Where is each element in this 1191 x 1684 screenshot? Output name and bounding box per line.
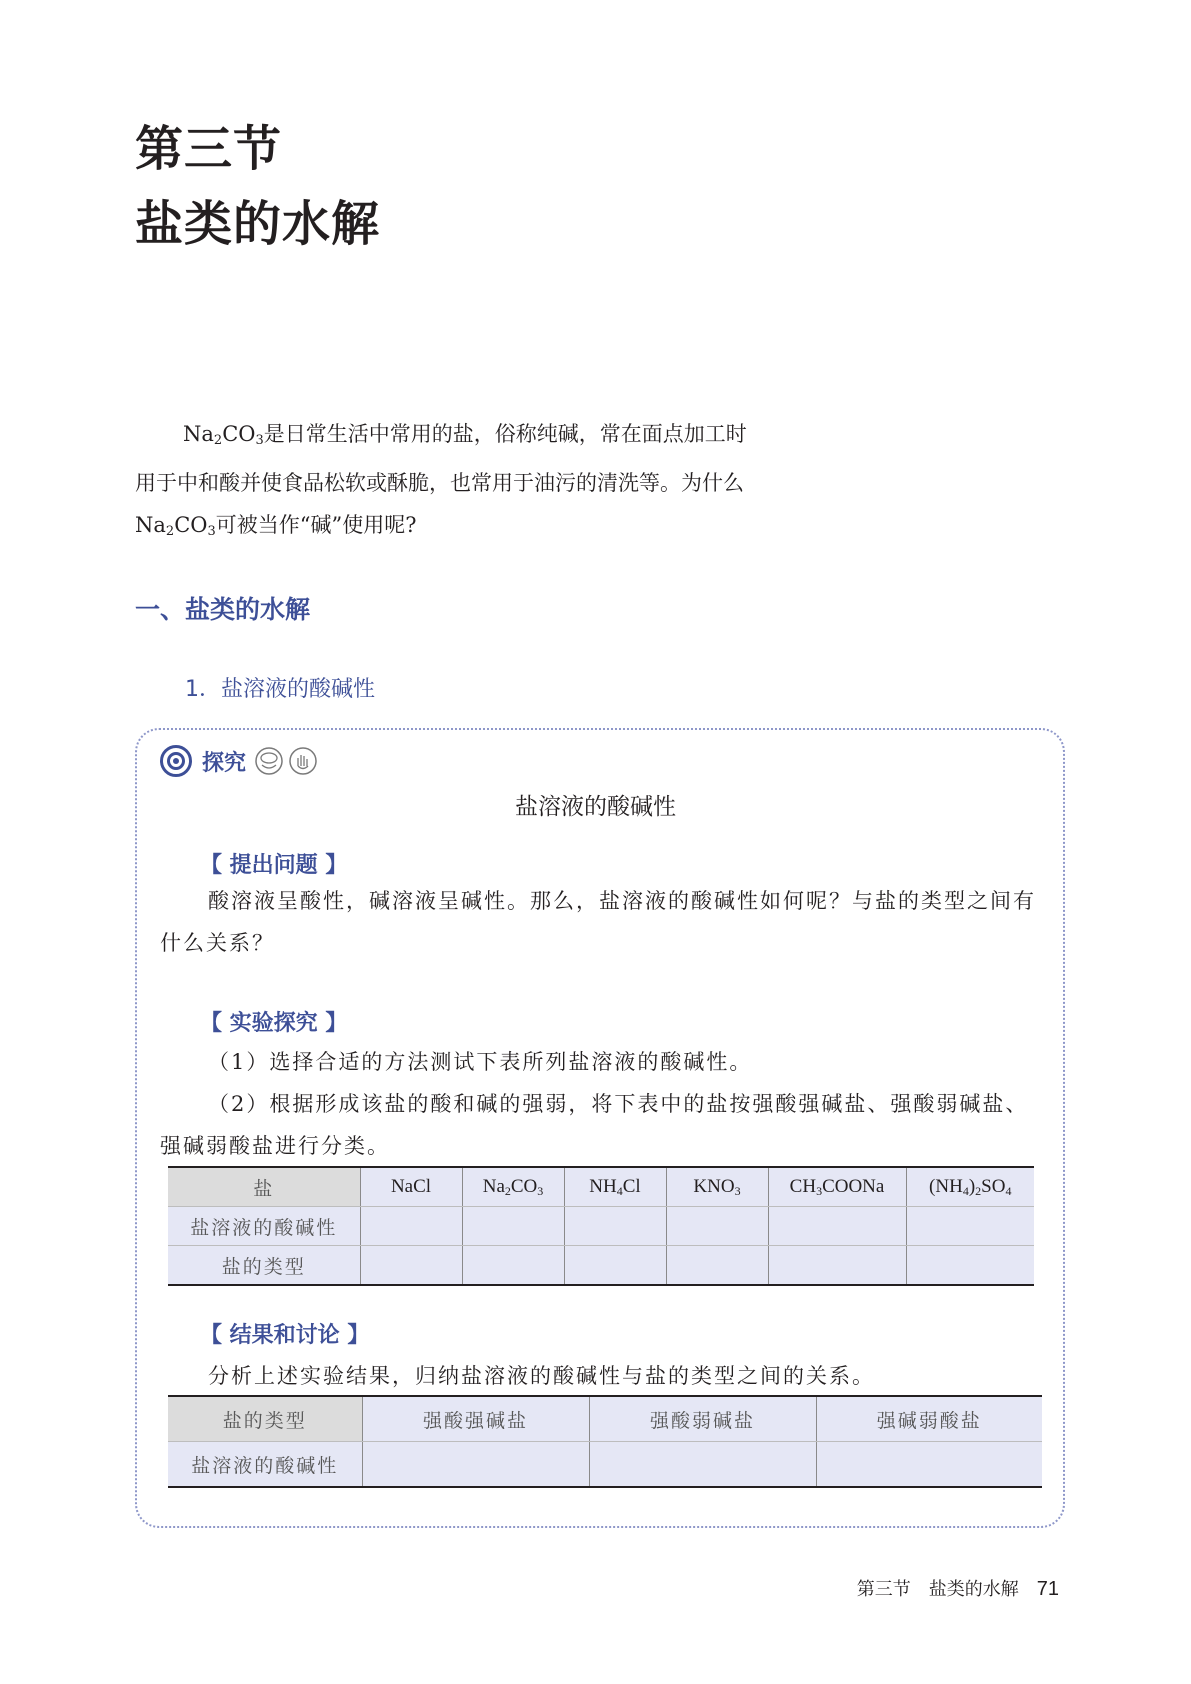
answer-cell[interactable] <box>362 1442 589 1488</box>
explore-title: 盐溶液的酸碱性 <box>515 794 676 820</box>
question-paragraph: 酸溶液呈酸性，碱溶液呈碱性。那么，盐溶液的酸碱性如何呢？与盐的类型之间有什么关系？ <box>160 889 1036 955</box>
answer-cell[interactable] <box>768 1246 906 1286</box>
intro-line-2: 可被当作“碱”使用呢? <box>215 513 417 537</box>
page-number: 71 <box>1036 1578 1059 1600</box>
relation-table <box>168 1395 1042 1488</box>
row-header-type: 盐的类型 <box>168 1246 360 1286</box>
answer-cell[interactable] <box>666 1207 768 1246</box>
target-icon <box>160 745 192 777</box>
row-header-salt-type: 盐的类型 <box>168 1396 362 1442</box>
answer-cell[interactable] <box>768 1207 906 1246</box>
explore-tag <box>160 745 318 777</box>
formula-na2co3: $Na_2CO_3$ <box>135 513 216 539</box>
heading-level-2: 1．盐溶液的酸碱性 <box>185 677 375 702</box>
row-header-salt: 盐 <box>168 1167 360 1207</box>
column-header: 强酸弱碱盐 <box>589 1396 816 1442</box>
footer-section: 第三节 盐类的水解 <box>856 1579 1019 1600</box>
experiment-heading: 【 实验探究 】 <box>200 1011 348 1036</box>
result-paragraph: 分析上述实验结果，归纳盐溶液的酸碱性与盐的类型之间的关系。 <box>208 1364 875 1388</box>
row-header-acidity: 盐溶液的酸碱性 <box>168 1442 362 1488</box>
answer-cell[interactable] <box>564 1207 666 1246</box>
answer-cell[interactable] <box>666 1246 768 1286</box>
answer-cell[interactable] <box>462 1207 564 1246</box>
answer-cell[interactable] <box>589 1442 816 1488</box>
step-1 <box>160 1041 1050 1083</box>
answer-cell[interactable] <box>906 1246 1034 1286</box>
row-header-acidity: 盐溶液的酸碱性 <box>168 1207 360 1246</box>
table-row <box>168 1396 1042 1442</box>
answer-cell[interactable] <box>816 1442 1042 1488</box>
salt-nh4-2so4: $(NH_4)_2SO_4$ <box>906 1167 1034 1207</box>
salt-ch3coona: $CH_3COONa$ <box>768 1167 906 1207</box>
answer-cell[interactable] <box>360 1246 462 1286</box>
column-header: 强酸强碱盐 <box>362 1396 589 1442</box>
explore-label: 探究 <box>202 750 247 776</box>
intro-paragraph <box>135 413 755 553</box>
answer-cell[interactable] <box>906 1207 1034 1246</box>
salt-kno3: $KNO_3$ <box>666 1167 768 1207</box>
chapter-label: 第三节 <box>135 121 283 177</box>
step-2 <box>160 1083 1050 1167</box>
formula-na2co3: $Na_2CO_3$ <box>183 422 264 448</box>
salt-na2co3: $Na_2CO_3$ <box>462 1167 564 1207</box>
table-row <box>168 1246 1034 1286</box>
table-row <box>168 1167 1034 1207</box>
answer-cell[interactable] <box>564 1246 666 1286</box>
column-header: 强碱弱酸盐 <box>816 1396 1042 1442</box>
step-2-text: （2）根据形成该盐的酸和碱的强弱，将下表中的盐按强酸强碱盐、强酸弱碱盐、强碱弱酸盐进行分类。 <box>160 1092 1029 1158</box>
page-footer <box>857 1575 1059 1601</box>
group-discussion-icon <box>254 746 284 776</box>
salt-nh4cl: $NH_4Cl$ <box>564 1167 666 1207</box>
answer-cell[interactable] <box>462 1246 564 1286</box>
result-heading: 【 结果和讨论 】 <box>200 1323 370 1348</box>
section-title: 盐类的水解 <box>135 196 381 252</box>
result-text <box>160 1355 1050 1397</box>
salt-table <box>168 1166 1034 1286</box>
table-row <box>168 1442 1042 1488</box>
intro-line-1: 是日常生活中常用的盐，俗称纯碱，常在面点加工时用于中和酸并使食品松软或酥脆，也常用于油污的清洗等。为什么 <box>135 422 747 495</box>
hand-experiment-icon <box>288 746 318 776</box>
step-1-text: （1）选择合适的方法测试下表所列盐溶液的酸碱性。 <box>208 1050 753 1074</box>
answer-cell[interactable] <box>360 1207 462 1246</box>
heading-level-1: 一、盐类的水解 <box>135 595 311 624</box>
salt-nacl: NaCl <box>360 1167 462 1207</box>
table-row <box>168 1207 1034 1246</box>
question-text <box>160 880 1050 964</box>
question-heading: 【 提出问题 】 <box>200 853 348 878</box>
